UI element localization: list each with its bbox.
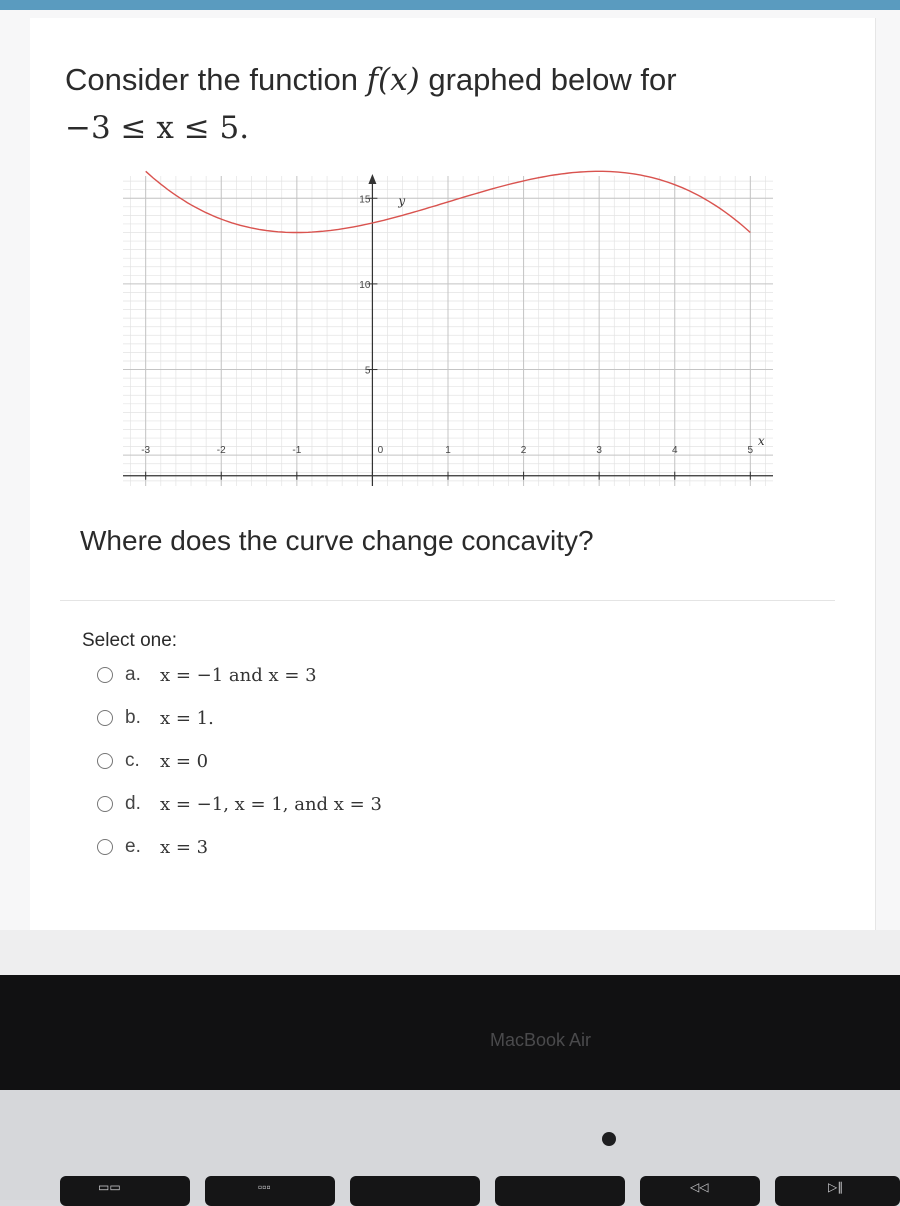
- radio-d[interactable]: [97, 796, 113, 812]
- radio-a[interactable]: [97, 667, 113, 683]
- question-intro-end: graphed below for: [419, 62, 677, 97]
- option-c[interactable]: [97, 748, 208, 774]
- y-axis-arrow: [368, 174, 376, 184]
- x-tick-label: 3: [596, 445, 602, 457]
- x-tick-label: 5: [747, 445, 754, 457]
- key-f4-icon: ▫▫▫: [258, 1180, 271, 1194]
- question-intro: Consider the function: [65, 62, 367, 97]
- option-a-text: x = −1 and x = 3: [160, 664, 317, 686]
- option-a[interactable]: [97, 662, 317, 688]
- key-f5[interactable]: [350, 1176, 480, 1206]
- radio-e[interactable]: [97, 839, 113, 855]
- radio-b[interactable]: [97, 710, 113, 726]
- concavity-prompt: Where does the curve change concavity?: [80, 525, 594, 556]
- divider: [60, 600, 835, 601]
- key-f3[interactable]: [60, 1176, 190, 1206]
- function-key-row: [0, 1170, 900, 1200]
- x-tick-label: 2: [520, 445, 527, 457]
- x-axis-label: x: [757, 433, 765, 448]
- x-tick-label: -1: [292, 445, 302, 457]
- page-bottom-strip: [0, 930, 900, 975]
- y-tick-label: 15: [359, 194, 371, 206]
- y-axis-label: y: [398, 194, 406, 209]
- option-a-letter: a.: [125, 664, 141, 685]
- x-tick-label: 4: [671, 445, 678, 457]
- graph-svg: [118, 168, 778, 503]
- key-f3-icon: ▭▭: [98, 1180, 121, 1194]
- option-d[interactable]: [97, 791, 382, 817]
- play-pause-icon: ▷∥: [828, 1180, 844, 1194]
- radio-c[interactable]: [97, 753, 113, 769]
- top-accent-bar: [0, 0, 900, 10]
- option-d-text: x = −1, x = 1, and x = 3: [160, 793, 382, 815]
- question-text: [65, 58, 765, 103]
- domain-range: −3 ≤ x ≤ 5.: [65, 110, 250, 146]
- y-tick-label: 5: [364, 365, 371, 377]
- select-one-label: Select one:: [82, 630, 178, 651]
- option-c-letter: c.: [125, 750, 140, 771]
- x-tick-label: 0: [377, 445, 384, 457]
- option-d-letter: d.: [125, 793, 141, 814]
- x-tick-label: -3: [141, 445, 151, 457]
- laptop-bezel: [0, 975, 900, 1090]
- option-e-letter: e.: [125, 836, 141, 857]
- option-e[interactable]: [97, 834, 208, 860]
- x-tick-label: 1: [445, 445, 451, 457]
- x-tick-label: -2: [216, 445, 226, 457]
- option-b-letter: b.: [125, 707, 141, 728]
- bezel-brand-text: MacBook Air: [490, 1030, 592, 1050]
- function-graph: [118, 168, 778, 503]
- key-f6[interactable]: [495, 1176, 625, 1206]
- key-f7-icon: ◁◁: [690, 1180, 709, 1194]
- option-c-text: x = 0: [160, 750, 209, 772]
- touch-id-sensor: [602, 1132, 616, 1146]
- y-tick-label: 10: [359, 279, 371, 291]
- option-b[interactable]: [97, 705, 214, 731]
- function-name: f(x): [366, 62, 420, 98]
- option-e-text: x = 3: [160, 836, 209, 858]
- option-b-text: x = 1.: [160, 707, 214, 729]
